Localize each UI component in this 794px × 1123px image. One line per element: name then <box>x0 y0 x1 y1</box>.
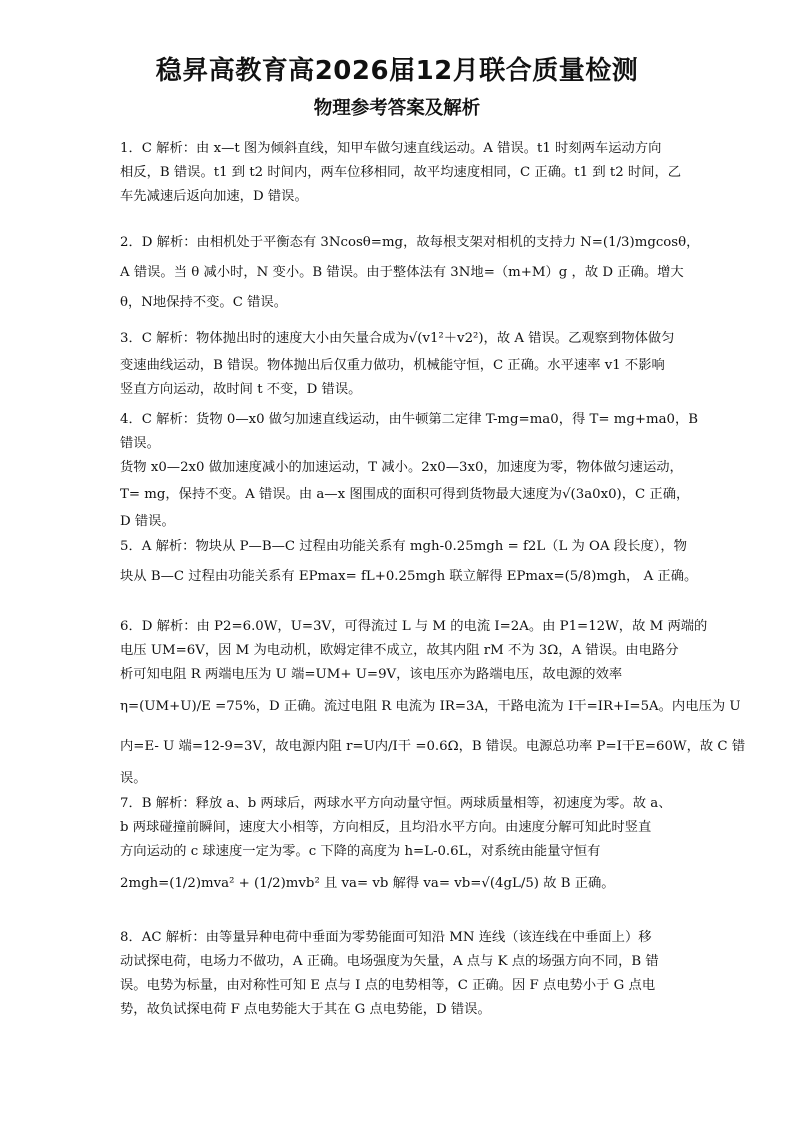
answer-line: b 两球碰撞前瞬间，速度大小相等，方向相反，且均沿水平方向。由速度分解可知此时竖直 <box>120 820 652 835</box>
answer-item-3 <box>120 324 676 402</box>
answer-item-2 <box>120 228 700 318</box>
answer-line: 析可知电阻 R 两端电压为 U 端=UM+ U=9V，该电压亦为路端电压，故电源的效率 <box>120 667 623 682</box>
answer-item-8 <box>120 926 676 1022</box>
answer-line: 车先减速后返向加速，D 错误。 <box>120 189 308 204</box>
answer-line: 动试探电荷，电场力不做功，A 正确。电场强度为矢量，A 点与 K 点的场强方向不同，B 错 <box>120 954 659 969</box>
answer-line: 3．C 解析：物体抛出时的速度大小由矢量合成为√(v1²＋v2²)，故 A 错误。乙观察到物体做匀 <box>120 331 675 346</box>
answer-line: 变速曲线运动，B 错误。物体抛出后仅重力做功，机械能守恒，C 正确。水平速率 v1 不影响 <box>120 358 665 373</box>
answer-line: 4．C 解析：货物 0—x0 做匀加速直线运动，由牛顿第二定律 T-mg=ma0，得 T= mg+ma0，B <box>120 412 699 427</box>
answer-line: 竖直方向运动，故时间 t 不变，D 错误。 <box>120 382 362 397</box>
answer-line: 8．AC 解析：由等量异种电荷中垂面为零势能面可知沿 MN 连线（该连线在中垂面上）移 <box>120 930 652 945</box>
answer-line: 误。电势为标量，由对称性可知 E 点与 I 点的电势相等，C 正确。因 F 点电势小于 G 点电 <box>120 978 656 993</box>
answer-line: 误。 <box>120 771 147 786</box>
answer-line: 块从 B—C 过程由功能关系有 EPmax= fL+0.25mgh 联立解得 EPmax=(5/8)mgh， A 正确。 <box>120 569 698 584</box>
answer-line: 货物 x0—2x0 做加速度减小的加速运动，T 减小。2x0—3x0，加速度为零，物体做匀速运动， <box>120 460 683 475</box>
answer-line: 7．B 解析：释放 a、b 两球后，两球水平方向动量守恒。两球质量相等，初速度为零。故 a、 <box>120 796 672 811</box>
answer-line: 6．D 解析：由 P2=6.0W，U=3V，可得流过 L 与 M 的电流 I=2A。由 P1=12W，故 M 两端的 <box>120 619 708 634</box>
answer-line: T= mg，保持不变。A 错误。由 a—x 图围成的面积可得到货物最大速度为√(3a0x0)，C 正确， <box>120 487 690 502</box>
answer-line: 5．A 解析：物块从 P—B—C 过程由功能关系有 mgh-0.25mgh = f2L（L 为 OA 段长度），物 <box>120 539 687 554</box>
answer-item-4 <box>120 408 699 534</box>
answer-line: 1．C 解析：由 x—t 图为倾斜直线，知甲车做匀速直线运动。A 错误。t1 时刻两车运动方向 <box>120 141 662 156</box>
page-title: 稳昇高教育高2026届12月联合质量检测 <box>155 56 639 86</box>
answer-item-6 <box>120 615 746 791</box>
answer-line: 方向运动的 c 球速度一定为零。c 下降的高度为 h=L-0.6L，对系统由能量守恒有 <box>120 844 601 859</box>
answer-line: η=(UM+U)/E =75%，D 正确。流过电阻 R 电流为 IR=3A，干路电流为 I干=IR+I=5A。内电压为 U <box>120 699 741 714</box>
answer-line: 电压 UM=6V，因 M 为电动机，欧姆定律不成立，故其内阻 rM 不为 3Ω，A 错误。由电路分 <box>120 643 679 658</box>
answer-item-1 <box>120 137 682 209</box>
answer-line: 2mgh=(1/2)mva² + (1/2)mvb² 且 va= vb 解得 va= vb=√(4gL/5) 故 B 正确。 <box>120 876 615 891</box>
answer-line: 相反，B 错误。t1 到 t2 时间内，两车位移相同，故平均速度相同，C 正确。t1 到 t2 时间，乙 <box>120 165 682 180</box>
answer-item-7 <box>120 792 676 904</box>
answer-item-5 <box>120 532 698 592</box>
answer-line: 错误。 <box>120 436 160 451</box>
answer-line: 势，故负试探电荷 F 点电势能大于其在 G 点电势能，D 错误。 <box>120 1002 491 1017</box>
answer-line: D 错误。 <box>120 514 175 529</box>
page-subtitle: 物理参考答案及解析 <box>313 98 481 119</box>
answer-line: 内=E- U 端=12-9=3V，故电源内阻 r=U内/I干 =0.6Ω，B 错误。电源总功率 P=I干E=60W，故 C 错 <box>120 739 746 754</box>
answer-line: 2．D 解析：由相机处于平衡态有 3Ncosθ=mg，故每根支架对相机的支持力 N=(1/3)mgcosθ， <box>120 235 700 250</box>
answer-line: θ，N地保持不变。C 错误。 <box>120 295 288 310</box>
answer-line: A 错误。当 θ 减小时，N 变小。B 错误。由于整体法有 3N地=（m+M）g ，故 D 正确。增大 <box>120 265 684 280</box>
